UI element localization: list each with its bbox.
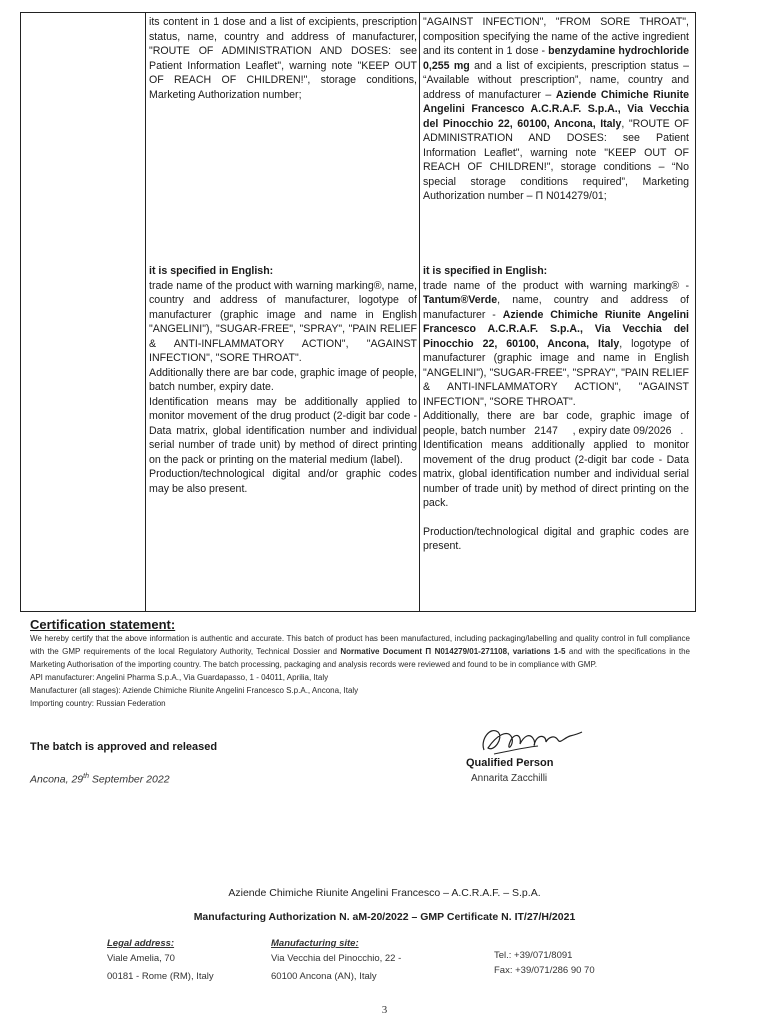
table-divider <box>419 13 420 611</box>
manufacturer-address: Aziende Chimiche Riunite Angelini Francesco A.C.R.A.F. S.p.A., Via Vecchia del Pinocchio 22, 60100, Ancona, Italy <box>423 308 689 350</box>
paragraph: Production/technological digital and graphic codes are present. <box>423 525 689 552</box>
qualified-person-name: Annarita Zacchilli <box>471 773 548 784</box>
date-text: September 2022 <box>88 773 170 786</box>
importing-country: Importing country: Russian Federation <box>30 699 166 708</box>
paragraph <box>30 632 690 671</box>
legal-address-heading: Legal address: <box>107 938 175 949</box>
api-manufacturer: API manufacturer: Angelini Pharma S.p.A., Via Guardapasso, 1 - 04011, Aprilia, Italy <box>30 673 329 682</box>
signature-date <box>30 773 170 786</box>
text-run: , name, country and address of manufacturer - <box>423 294 689 321</box>
table-cell-right-block1 <box>423 15 689 204</box>
paragraph: Identification means may be additionally applied to monitor movement of the drug product (2-digit bar code - Data matrix, global identification number and individual serial number of trade unit) by method of direct printing on the pack or printing on the material medium (label). <box>149 395 417 466</box>
manufacturer-address: Aziende Chimiche Riunite Angelini Francesco A.C.R.A.F. S.p.A., Via Vecchia del Pinocchio 22, 60100, Ancona, Italy <box>423 88 689 130</box>
paragraph <box>423 279 689 410</box>
certification-title: Certification statement: <box>30 617 176 632</box>
paragraph: trade name of the product with warning marking®, name, country and address of manufacturer, logotype of manufacturer (graphic image and name in English "ANGELINI"), "SUGAR-FREE", "SPRAY", "PAIN RELIEF & ANTI-INFLAMMATORY ACTION", "AGAINST INFECTION", "SORE THROAT". <box>149 279 417 364</box>
manufacturing-site <box>271 936 401 984</box>
normative-document: Normative Document П N014279/01-271108, variations 1-5 <box>340 647 566 656</box>
text-run: "AGAINST INFECTION", "FROM SORE THROAT", composition specifying the name of the active ingredient and its content in 1 dose - <box>423 16 689 57</box>
paragraph <box>423 15 689 204</box>
text-run: We hereby certify that the above information is authentic and accurate. This batch of product has been manufactured, including packaging/labelling and quality control in full compliance with the GMP requirements of the local Regulatory Authority, Technical Dossier and <box>30 634 690 656</box>
address-line: Via Vecchia del Pinocchio, 22 - <box>271 953 402 964</box>
active-ingredient: benzydamine hydrochloride 0,255 mg <box>423 45 689 72</box>
specification-table <box>20 12 696 612</box>
table-cell-right-block2 <box>423 264 692 554</box>
paragraph: its content in 1 dose and a list of excipients, prescription status, name, country and address of manufacturer, "ROUTE OF ADMINISTRATION AND DOSES: see Patient Information Leaflet", warning note "KEEP OUT OF REACH OF CHILDREN!", storage conditions, Marketing Authorization number; <box>149 16 417 101</box>
manufacturing-site-heading: Manufacturing site: <box>271 938 359 949</box>
spacer <box>423 511 689 525</box>
section-heading: it is specified in English: <box>423 265 548 277</box>
paragraph: Additionally there are bar code, graphic image of people, batch number, expiry date. <box>149 366 417 393</box>
qualified-person-title: Qualified Person <box>466 757 554 769</box>
certification-text <box>30 632 690 710</box>
table-cell-left-block2 <box>149 264 417 496</box>
date-suffix: th <box>83 773 89 780</box>
address-line: 00181 - Rome (RM), Italy <box>107 971 214 982</box>
section-heading: it is specified in English: <box>149 265 274 277</box>
page-number: 3 <box>381 1004 388 1016</box>
fax: Fax: +39/071/286 90 70 <box>494 965 595 976</box>
address-line: 60100 Ancona (AN), Italy <box>271 971 377 982</box>
approval-statement: The batch is approved and released <box>30 741 218 753</box>
manufacturing-authorization: Manufacturing Authorization N. aM-20/2022 – GMP Certificate N. IT/27/H/2021 <box>193 911 576 923</box>
company-name: Aziende Chimiche Riunite Angelini Francesco – A.C.R.A.F. – S.p.A. <box>228 887 541 899</box>
text-run: trade name of the product with warning marking® - <box>423 279 689 292</box>
paragraph: Identification means additionally applied to monitor movement of the drug product (2-digit bar code - Data matrix, global identification number and individual serial number of trade unit) by method of direct printing on the pack. <box>423 439 689 509</box>
telephone: Tel.: +39/071/8091 <box>494 950 573 961</box>
contact-info <box>494 948 595 978</box>
text-run: , "ROUTE OF ADMINISTRATION AND DOSES: see Patient Information Leaflet", warning note "KEEP OUT OF REACH OF CHILDREN!", storage conditions – “No special storage conditions required”, Marketing Authorization number – П N014279/01; <box>423 117 689 202</box>
legal-address <box>107 936 214 984</box>
paragraph: Production/technological digital and/or graphic codes may be also present. <box>149 468 417 495</box>
manufacturer: Manufacturer (all stages): Aziende Chimiche Riunite Angelini Francesco S.p.A., Ancona, Italy <box>30 686 359 695</box>
trade-name: Tantum®Verde <box>423 294 498 306</box>
text-run: , logotype of manufacturer (graphic image and name in English "ANGELINI"), "SUGAR-FREE", "SPRAY", "PAIN RELIEF & ANTI-INFLAMMATORY ACTION", "AGAINST INFECTION", "SORE THROAT". <box>423 337 690 408</box>
date-text: Ancona, 29 <box>30 773 84 786</box>
text-run: and a list of excipients, prescription status – “Available without prescription”, name, country and address of manufacturer – <box>423 59 689 101</box>
table-cell-left-block1 <box>149 15 417 102</box>
table-divider <box>145 13 146 611</box>
address-line: Viale Amelia, 70 <box>107 953 175 964</box>
paragraph: Additionally, there are bar code, graphic image of people, batch number 2147 , expiry date 09/2026 . <box>423 410 692 437</box>
text-run: and with the specifications in the Marketing Authorisation of the importing country. The batch processing, packaging and analysis records were reviewed and found to be in compliance with GMP. <box>30 647 690 669</box>
